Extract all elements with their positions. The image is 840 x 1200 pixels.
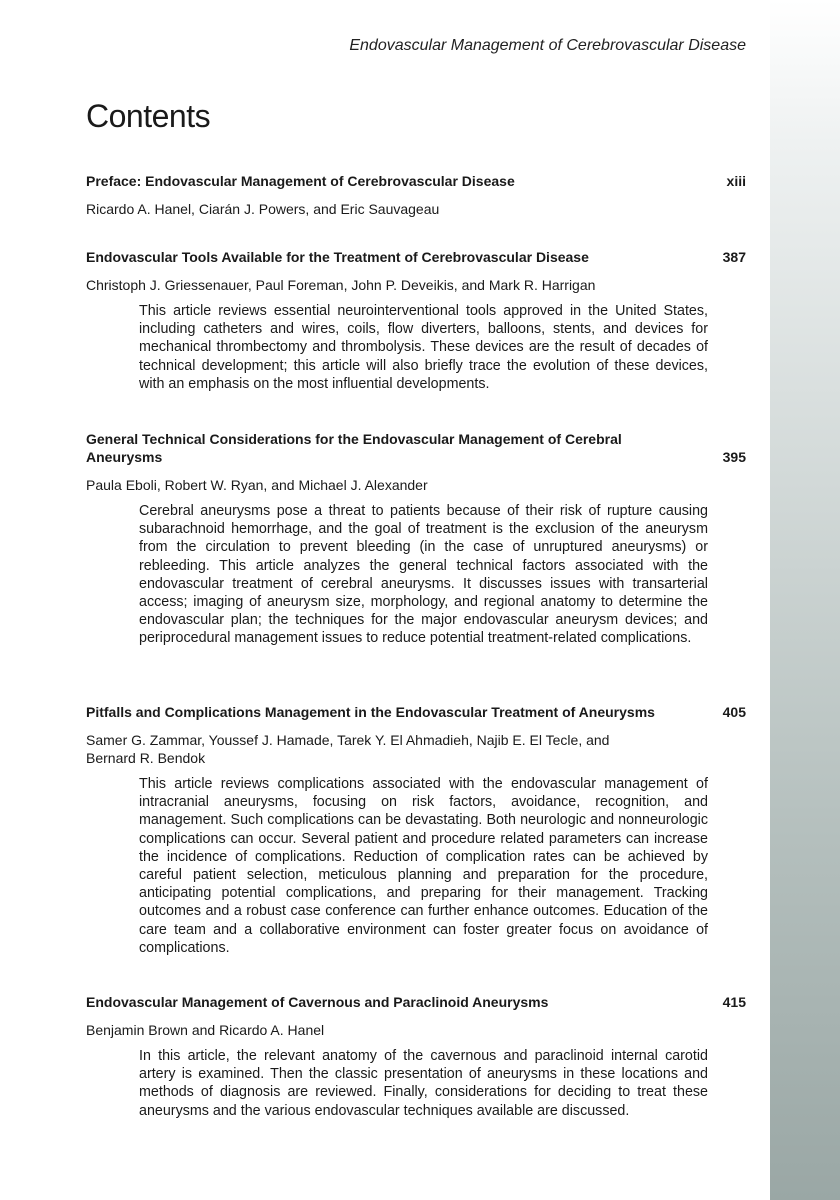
entry-authors: Christoph J. Griessenauer, Paul Foreman, John P. Deveikis, and Mark R. Harrigan [86, 277, 596, 293]
entry-title[interactable]: Endovascular Tools Available for the Treatment of Cerebrovascular Disease [86, 249, 589, 265]
toc-entry-pitfalls-complications [86, 703, 746, 957]
toc-entry-preface [86, 172, 746, 218]
entry-abstract: In this article, the relevant anatomy of the cavernous and paraclinoid internal carotid artery is examined. Then the classic presentation of aneurysms in these locations and methods of diagnosis are reviewed. Finally, considerations for deciding to treat these aneurysms and the various endovascular techniques available are discussed. [139, 1048, 708, 1119]
entry-authors: Paula Eboli, Robert W. Ryan, and Michael J. Alexander [86, 477, 428, 493]
entry-abstract: Cerebral aneurysms pose a threat to patients because of their risk of rupture causing subarachnoid hemorrhage, and the goal of treatment is the exclusion of the aneurysm from the circulation to prevent bleeding (in the case of unruptured aneurysms) or rebleeding. This article analyzes the general technical factors associated with the endovascular treatment of cerebral aneurysms. It discusses issues with transarterial access; imaging of aneurysm size, morphology, and regional anatomy to determine the endovascular plan; the techniques for the major endovascular aneurysm devices; and periprocedural management issues to reduce potential treatment-related complications. [139, 503, 708, 647]
entry-abstract: This article reviews complications associated with the endovascular management of intracranial aneurysms, focusing on risk factors, avoidance, recognition, and management. Such complications can be devastating. Both neurologic and nonneurologic complications can occur. Several patient and procedure related parameters can increase the incidence of complications. Reduction of complication rates can be achieved by careful patient selection, meticulous planning and preparation for the procedure, anticipating potential complications, and preparing for their management. Tracking outcomes and a robust case conference can further enhance outcomes. Education of the care team and a collaborative environment can foster greater focus on avoidance of complications. [139, 776, 708, 956]
decorative-side-bar [770, 0, 840, 1200]
toc-entry-technical-considerations [86, 430, 746, 648]
entry-title[interactable]: Preface: Endovascular Management of Cerebrovascular Disease [86, 173, 515, 189]
entry-title[interactable]: Pitfalls and Complications Management in the Endovascular Treatment of Aneurysms [86, 704, 655, 720]
entry-page-number[interactable]: 387 [722, 249, 746, 265]
entry-title[interactable]: General Technical Considerations for the Endovascular Management of Cerebral Aneurysms [86, 431, 622, 465]
entry-page-number[interactable]: 395 [722, 449, 746, 465]
running-head: Endovascular Management of Cerebrovascular Disease [349, 37, 746, 54]
toc-entry-endovascular-tools [86, 248, 746, 393]
entry-authors: Samer G. Zammar, Youssef J. Hamade, Tarek Y. El Ahmadieh, Najib E. El Tecle, and Bernard R. Bendok [86, 732, 610, 766]
entry-page-number[interactable]: 405 [722, 704, 746, 720]
entry-page-number[interactable]: xiii [726, 173, 746, 189]
entry-abstract: This article reviews essential neurointerventional tools approved in the United States, including catheters and wires, coils, flow diverters, balloons, stents, and devices for mechanical thrombectomy and thrombolysis. These devices are the result of decades of technical development; this article will also briefly trace the evolution of these devices, with an emphasis on the most influential developments. [139, 303, 708, 392]
page-title: Contents [86, 98, 211, 134]
entry-title[interactable]: Endovascular Management of Cavernous and Paraclinoid Aneurysms [86, 994, 549, 1010]
entry-page-number[interactable]: 415 [722, 994, 746, 1010]
entry-authors: Benjamin Brown and Ricardo A. Hanel [86, 1022, 325, 1038]
entry-authors: Ricardo A. Hanel, Ciarán J. Powers, and Eric Sauvageau [86, 201, 440, 217]
toc-entry-cavernous-paraclinoid [86, 993, 746, 1120]
